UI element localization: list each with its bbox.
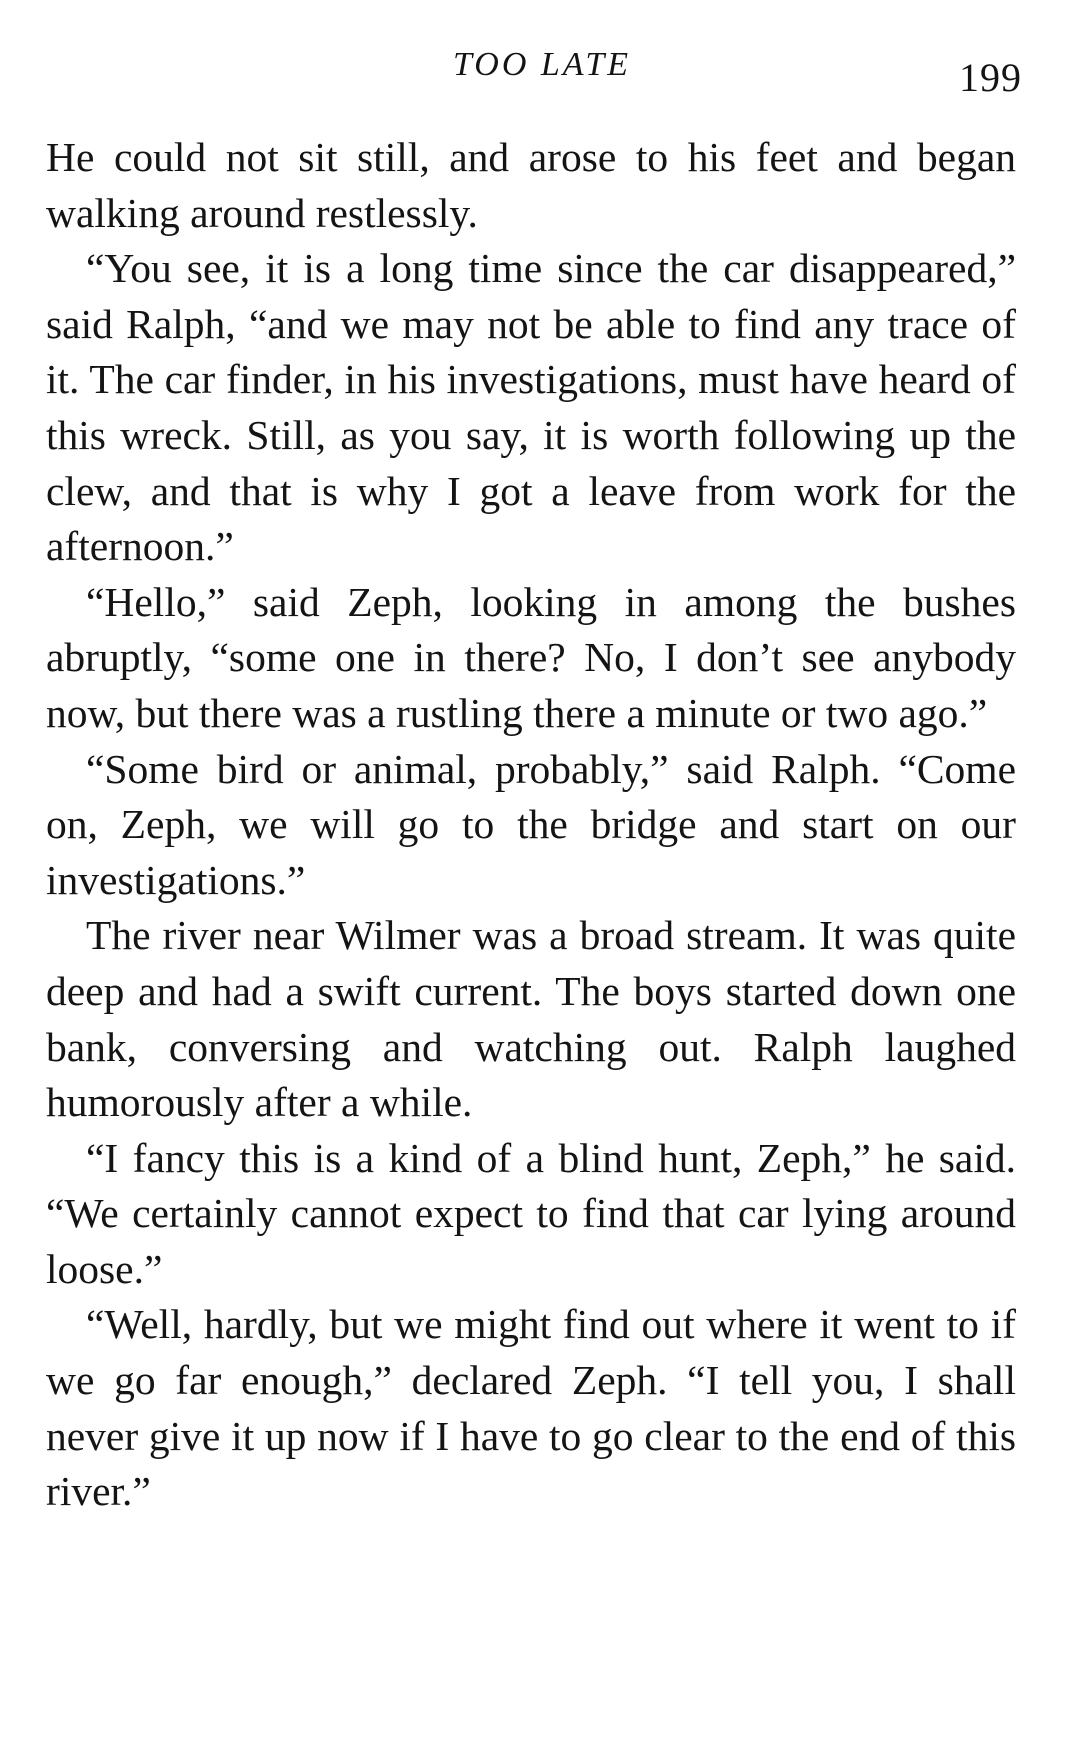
paragraph: “Some bird or animal, probably,” said Ralph. “Come on, Zeph, we will go to the bridge and start on our investigations.” bbox=[46, 745, 1016, 903]
running-title: TOO LATE bbox=[453, 46, 631, 83]
paragraph: “I fancy this is a kind of a blind hunt, Zeph,” he said. “We certainly cannot expect to find that car lying around loose.” bbox=[46, 1134, 1016, 1292]
paragraph: He could not sit still, and arose to his feet and began walking around restlessly. bbox=[46, 134, 1016, 236]
running-header bbox=[0, 42, 1084, 100]
body-text bbox=[46, 130, 1016, 1520]
paragraph: The river near Wilmer was a broad stream. It was quite deep and had a swift current. The boys started down one bank, conversing and watching out. Ralph laughed humorously after a while. bbox=[46, 912, 1016, 1126]
paragraph: “Hello,” said Zeph, looking in among the bushes abruptly, “some one in there? No, I don’t see anybody now, but there was a rustling there a minute or two ago.” bbox=[46, 578, 1016, 736]
paragraph: “You see, it is a long time since the car disappeared,” said Ralph, “and we may not be able to find any trace of it. The car finder, in his investigations, must have heard of this wreck. Still, as you say, it is worth following up the clew, and that is why I got a leave from work for the afternoon.” bbox=[46, 245, 1016, 570]
paragraph: “Well, hardly, but we might find out where it went to if we go far enough,” declared Zeph. “I tell you, I shall never give it up now if I have to go clear to the end of this river.” bbox=[46, 1301, 1016, 1515]
page-number: 199 bbox=[959, 55, 1022, 100]
